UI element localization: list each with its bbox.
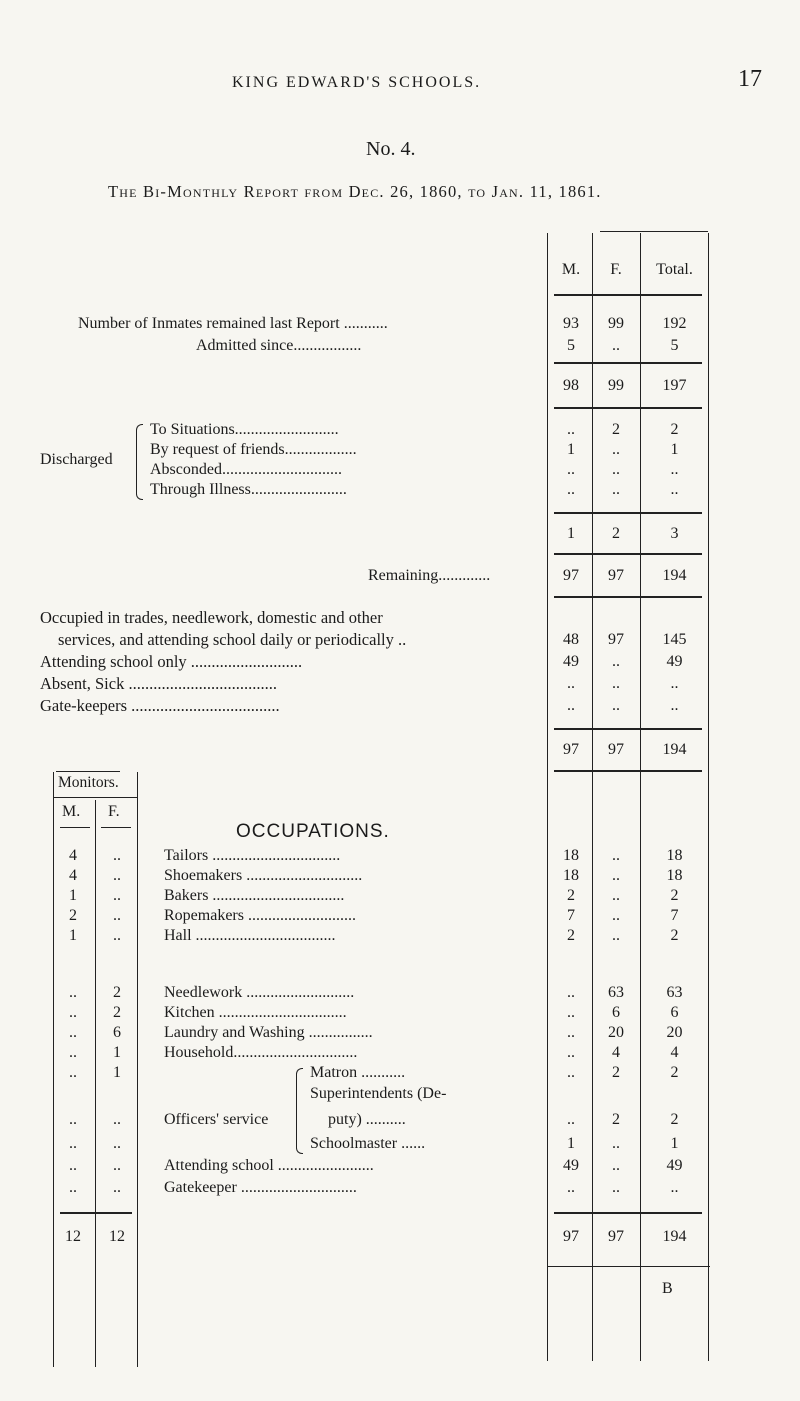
row-discharged-absconded	[0, 460, 800, 480]
value-m: 48	[563, 631, 579, 648]
monitor-m: ..	[69, 1064, 77, 1081]
value-f: 97	[608, 1228, 624, 1245]
value-m: 1	[567, 441, 575, 458]
row-remained	[0, 314, 800, 334]
label: Needlework ...........................	[164, 984, 355, 1001]
value-m: ..	[567, 481, 575, 498]
officers-label: Officers' service	[164, 1111, 269, 1128]
rule-top	[600, 231, 708, 232]
monitor-total-f: 12	[109, 1228, 125, 1245]
subtotal-rule	[554, 596, 702, 598]
value-f: 4	[612, 1044, 620, 1061]
value-f: 63	[608, 984, 624, 1001]
value-f: ..	[612, 1135, 620, 1152]
value-total: 20	[666, 1024, 683, 1041]
monitor-f: 2	[113, 984, 121, 1001]
report-title: The Bi-Monthly Report from Dec. 26, 1860, to Jan. 11, 1861.	[108, 182, 602, 201]
monitor-m: ..	[69, 1024, 77, 1041]
monitor-f: ..	[113, 1179, 121, 1196]
value-f: 97	[608, 631, 624, 648]
value-f: 2	[612, 1064, 620, 1081]
row-occupied	[0, 630, 800, 650]
row-discharged-situations	[0, 420, 800, 440]
occ-row	[0, 1043, 800, 1063]
monitor-m: ..	[69, 984, 77, 1001]
value-m: 49	[563, 1157, 579, 1174]
row-gatekeeper	[0, 1178, 800, 1198]
subtotal-rule	[554, 770, 702, 772]
occupied-label-line1: Occupied in trades, needlework, domestic and other	[40, 608, 383, 627]
value-total: 63	[666, 984, 683, 1001]
monitor-f: 2	[113, 1004, 121, 1021]
value-total: ..	[670, 461, 679, 478]
value-m: 97	[563, 1228, 579, 1245]
label: To Situations..........................	[150, 421, 339, 438]
subtotal-rule	[554, 512, 702, 514]
value-total: ..	[670, 697, 679, 714]
value-f: 97	[608, 741, 624, 758]
value-total: 145	[662, 631, 687, 648]
occ-row	[0, 1023, 800, 1043]
value-m: ..	[567, 461, 575, 478]
monitors-col-rule	[60, 827, 90, 828]
subtotal-rule	[554, 553, 702, 555]
value-m: ..	[567, 984, 575, 1001]
occupied-label-line2: services, and attending school daily or periodically ..	[58, 630, 407, 649]
value-total: 18	[666, 847, 683, 864]
value-m: 93	[563, 315, 579, 332]
label-admitted: Admitted since.................	[196, 337, 362, 354]
value-m: ..	[567, 421, 575, 438]
row-matron	[0, 1063, 800, 1083]
value-m: ..	[567, 1179, 575, 1196]
label: Gatekeeper .............................	[164, 1179, 357, 1196]
monitor-f: ..	[113, 1135, 121, 1152]
monitors-header-rule	[53, 797, 137, 798]
label: Through Illness........................	[150, 481, 347, 498]
table-bottom-rule	[548, 1266, 710, 1267]
row-attending-only	[0, 652, 800, 672]
monitor-m: ..	[69, 1111, 77, 1128]
label: Bakers .................................	[164, 887, 345, 904]
value-m: 2	[567, 887, 575, 904]
row-schoolmaster	[0, 1134, 800, 1154]
subtotal-rule	[554, 407, 702, 409]
monitors-col-m: M.	[62, 803, 81, 820]
label: Gate-keepers ....................................	[40, 696, 280, 715]
value-m: 1	[567, 525, 575, 542]
value-total: 1	[670, 441, 679, 458]
label: By request of friends..................	[150, 441, 357, 458]
label-remaining: Remaining.............	[368, 567, 491, 584]
subtotal-rule	[554, 362, 702, 364]
value-m: ..	[567, 1044, 575, 1061]
value-total: 7	[670, 907, 679, 924]
value-total: ..	[670, 1179, 679, 1196]
label: Laundry and Washing ................	[164, 1024, 373, 1041]
col-header-m: M.	[561, 261, 581, 278]
monitor-f: 1	[113, 1044, 121, 1061]
value-m: 5	[567, 337, 575, 354]
monitor-f: ..	[113, 867, 121, 884]
column-headers	[0, 260, 800, 280]
monitor-m: ..	[69, 1135, 77, 1152]
monitor-f: ..	[113, 847, 121, 864]
row-status-total	[0, 740, 800, 760]
value-f: ..	[612, 887, 620, 904]
report-number: No. 4.	[366, 138, 416, 160]
value-total: 2	[670, 1064, 679, 1081]
label: Absconded..............................	[150, 461, 342, 478]
value-f: 2	[612, 525, 620, 542]
label: puty) ..........	[328, 1111, 406, 1128]
label: Tailors ................................	[164, 847, 341, 864]
value-f: 2	[612, 421, 620, 438]
row-inmates-subtotal	[0, 376, 800, 396]
monitors-total-rule	[60, 1212, 132, 1214]
monitor-m: ..	[69, 1004, 77, 1021]
monitor-m: 4	[69, 867, 77, 884]
value-m: ..	[567, 1024, 575, 1041]
row-discharged-subtotal	[0, 524, 800, 544]
label: Hall ...................................	[164, 927, 336, 944]
value-m: ..	[567, 697, 575, 714]
value-f: ..	[612, 337, 620, 354]
value-m: 1	[567, 1135, 575, 1152]
value-total: 2	[670, 927, 679, 944]
value-f: ..	[612, 927, 620, 944]
occ-row	[0, 926, 800, 946]
value-total: 197	[662, 377, 687, 394]
monitor-f: 1	[113, 1064, 121, 1081]
value-f: ..	[612, 653, 620, 670]
value-f: ..	[612, 461, 620, 478]
value-m: ..	[567, 1004, 575, 1021]
label: Shoemakers .............................	[164, 867, 363, 884]
label: Ropemakers ...........................	[164, 907, 356, 924]
value-total: 18	[666, 867, 683, 884]
value-f: 99	[608, 377, 624, 394]
row-discharged-illness	[0, 480, 800, 500]
monitors-top-rule	[56, 771, 120, 772]
value-f: 20	[608, 1024, 624, 1041]
monitor-m: ..	[69, 1179, 77, 1196]
monitor-f: 6	[113, 1024, 121, 1041]
monitor-f: ..	[113, 927, 121, 944]
col-header-total: Total.	[656, 261, 693, 278]
occ-row	[0, 886, 800, 906]
superintendents-label-line1: Superintendents (De-	[310, 1085, 447, 1102]
monitor-m: 2	[69, 907, 77, 924]
monitor-m: 1	[69, 887, 77, 904]
value-m: 18	[563, 867, 579, 884]
monitor-f: ..	[113, 907, 121, 924]
value-total: 194	[662, 567, 687, 584]
grand-total-rule	[554, 1212, 702, 1214]
col-header-f: F.	[610, 261, 622, 278]
occ-row	[0, 866, 800, 886]
row-grand-total	[0, 1227, 800, 1247]
monitor-total-m: 12	[65, 1228, 81, 1245]
value-m: 49	[563, 653, 579, 670]
label: Kitchen ................................	[164, 1004, 347, 1021]
discharged-label: Discharged	[40, 451, 113, 468]
monitor-m: ..	[69, 1044, 77, 1061]
row-absent-sick	[0, 674, 800, 694]
label: Schoolmaster ......	[310, 1135, 426, 1152]
occ-row	[0, 846, 800, 866]
value-f: ..	[612, 1157, 620, 1174]
signature-mark: B	[662, 1280, 673, 1297]
monitor-m: 1	[69, 927, 77, 944]
occ-row	[0, 906, 800, 926]
row-gate-keepers	[0, 696, 800, 716]
value-f: ..	[612, 907, 620, 924]
value-m: 7	[567, 907, 575, 924]
value-m: 97	[563, 741, 579, 758]
label: Household...............................	[164, 1044, 358, 1061]
value-m: ..	[567, 1111, 575, 1128]
label: Matron ...........	[310, 1064, 406, 1081]
value-total: 5	[670, 337, 679, 354]
value-f: ..	[612, 867, 620, 884]
monitor-m: ..	[69, 1157, 77, 1174]
monitor-f: ..	[113, 1157, 121, 1174]
value-total: 2	[670, 421, 679, 438]
value-total: 4	[670, 1044, 679, 1061]
value-f: 97	[608, 567, 624, 584]
row-remaining	[0, 566, 800, 586]
value-m: 2	[567, 927, 575, 944]
running-head: KING EDWARD'S SCHOOLS.	[232, 74, 482, 91]
value-f: ..	[612, 675, 620, 692]
row-admitted	[0, 336, 800, 356]
monitor-m: 4	[69, 847, 77, 864]
label-remained: Number of Inmates remained last Report ...........	[78, 315, 388, 332]
subtotal-rule	[554, 728, 702, 730]
value-f: ..	[612, 481, 620, 498]
label: Attending school only ...........................	[40, 652, 303, 671]
value-f: ..	[612, 697, 620, 714]
value-total: 194	[662, 741, 687, 758]
value-total: 49	[666, 653, 683, 670]
monitor-f: ..	[113, 1111, 121, 1128]
value-m: 97	[563, 567, 579, 584]
value-m: 18	[563, 847, 579, 864]
value-total: 2	[670, 1111, 679, 1128]
value-f: ..	[612, 441, 620, 458]
row-attending-school	[0, 1156, 800, 1176]
label: Absent, Sick ....................................	[40, 674, 277, 693]
monitor-f: ..	[113, 887, 121, 904]
occ-row	[0, 983, 800, 1003]
value-total: 49	[666, 1157, 683, 1174]
value-total: 2	[670, 887, 679, 904]
value-m: 98	[563, 377, 579, 394]
value-total: ..	[670, 481, 679, 498]
monitors-header: Monitors.	[58, 774, 119, 791]
header-underline	[554, 294, 702, 296]
label: Attending school ........................	[164, 1157, 374, 1174]
value-total: 6	[670, 1004, 679, 1021]
monitors-col-f: F.	[108, 803, 120, 820]
value-total: 1	[670, 1135, 679, 1152]
row-discharged-friends	[0, 440, 800, 460]
value-f: 6	[612, 1004, 620, 1021]
value-f: ..	[612, 847, 620, 864]
row-superintendents	[0, 1110, 800, 1130]
page-number: 17	[738, 66, 762, 92]
value-m: ..	[567, 675, 575, 692]
value-f: ..	[612, 1179, 620, 1196]
value-f: 2	[612, 1111, 620, 1128]
occupations-heading: OCCUPATIONS.	[236, 821, 390, 842]
value-total: 3	[670, 525, 679, 542]
occ-row	[0, 1003, 800, 1023]
value-total: 194	[662, 1228, 687, 1245]
value-total: 192	[662, 315, 687, 332]
value-total: ..	[670, 675, 679, 692]
value-m: ..	[567, 1064, 575, 1081]
value-f: 99	[608, 315, 624, 332]
monitors-col-rule	[101, 827, 131, 828]
